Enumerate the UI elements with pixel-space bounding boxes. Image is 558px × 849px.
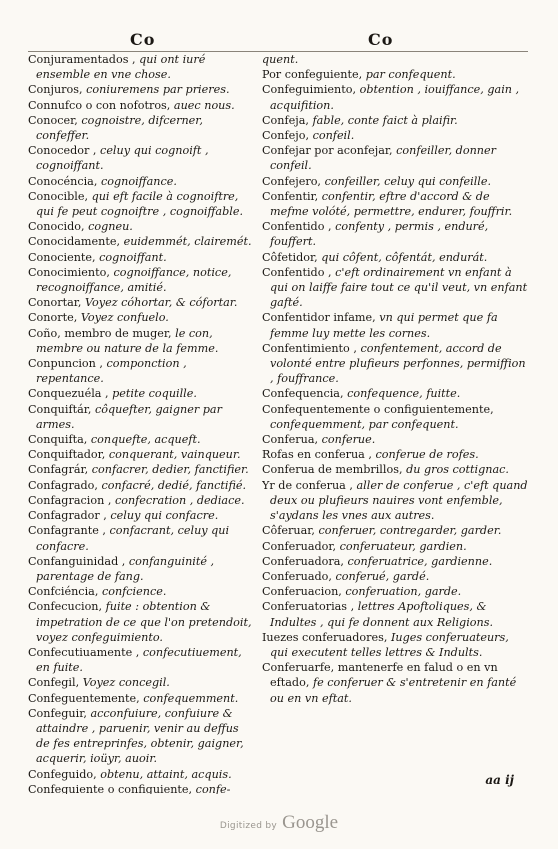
entry-definition: confanguinité , parentage de fang. xyxy=(36,554,215,583)
entry-definition: confeil. xyxy=(312,129,355,143)
dictionary-entry xyxy=(262,462,528,477)
entry-headword: Conquiftador, xyxy=(28,448,109,462)
dictionary-entry xyxy=(28,310,254,325)
entry-definition: cognoiffance. xyxy=(100,174,177,188)
dictionary-entry xyxy=(262,432,528,447)
entry-definition: confacré, dedié, fanctifié. xyxy=(101,478,247,492)
watermark-prefix: Digitized by xyxy=(219,821,278,831)
dictionary-entry xyxy=(28,706,254,767)
entry-definition: confequence, fuitte. xyxy=(347,387,461,401)
dictionary-entry xyxy=(28,265,254,295)
entry-definition: petite coquille. xyxy=(112,387,197,401)
entry-definition: conferue de rofes. xyxy=(375,448,479,462)
entry-headword: Conpuncion , xyxy=(28,357,107,371)
entry-definition: vn qui permet que fa femme luy mette les cornes. xyxy=(270,311,498,340)
entry-headword: Confagrár, xyxy=(28,463,92,477)
entry-headword: Conferuacion, xyxy=(262,585,346,599)
dictionary-entry xyxy=(262,219,528,249)
entry-definition: du gros cottignac. xyxy=(406,463,509,477)
dictionary-entry xyxy=(28,250,254,265)
entry-headword: Côfetidor, xyxy=(262,250,322,264)
dictionary-entry xyxy=(262,310,528,340)
entry-definition: fable, conte faict à plaifir. xyxy=(312,113,458,127)
dictionary-entry xyxy=(262,52,528,67)
dictionary-entry xyxy=(262,82,528,112)
digitized-watermark xyxy=(0,812,558,834)
dictionary-entry xyxy=(262,113,528,128)
dictionary-entry xyxy=(28,478,254,493)
dictionary-entry xyxy=(28,447,254,462)
dictionary-entry xyxy=(262,569,528,584)
entry-definition: confacrant, celuy qui confacre. xyxy=(36,524,230,553)
entry-headword: Confecucion, xyxy=(28,600,106,614)
entry-definition: conferué, gardé. xyxy=(335,569,430,583)
dictionary-entry xyxy=(28,98,254,113)
entry-headword: Confeguido, xyxy=(28,767,101,781)
entry-definition: confequemment, par confequent. xyxy=(270,417,459,431)
dictionary-entry xyxy=(262,265,528,311)
entry-headword: Côferuar, xyxy=(262,524,319,538)
entry-definition: obtention , iouiffance, gain , acquifition. xyxy=(270,83,520,112)
running-head-right: Co xyxy=(368,30,394,49)
dictionary-entry xyxy=(28,113,254,143)
watermark-logo: Google xyxy=(282,812,339,833)
entry-definition: qui ont iuré ensemble en vne chose. xyxy=(36,53,206,82)
entry-definition: cognoistre, difcerner, confeffer. xyxy=(36,113,203,143)
entry-headword: Confejero, xyxy=(262,174,325,188)
entry-headword: Conferuarfe, mantenerfe en falud o en vn eftado, xyxy=(262,661,498,690)
entry-headword: Rofas en conferua , xyxy=(262,448,376,462)
dictionary-entry xyxy=(28,143,254,173)
entry-headword: Confequencia, xyxy=(262,387,348,401)
dictionary-entry xyxy=(262,599,528,629)
dictionary-entry xyxy=(262,523,528,538)
entry-headword: Conocer, xyxy=(28,113,82,127)
dictionary-entry xyxy=(28,493,254,508)
entry-definition: confecutiuement, en fuite. xyxy=(36,645,242,675)
entry-definition: par confequent. xyxy=(365,68,456,82)
entry-headword: Conortar, xyxy=(28,296,85,310)
dictionary-entry xyxy=(28,584,254,599)
dictionary-entry xyxy=(262,128,528,143)
entry-headword: Confagracion , xyxy=(28,493,115,507)
entry-definition: côquefter, gaigner par armes. xyxy=(36,402,222,431)
entry-definition: qui côfent, côfentát, endurát. xyxy=(321,250,488,264)
dictionary-entry xyxy=(262,386,528,401)
entry-definition: confenty , permis , enduré, fouffert. xyxy=(270,220,489,249)
entry-definition: componction , repentance. xyxy=(36,357,187,386)
dictionary-entry xyxy=(28,356,254,386)
entry-definition: conferuation, garde. xyxy=(345,585,462,599)
dictionary-entry xyxy=(28,508,254,523)
entry-definition: Iuges conferuateurs, qui executent telles lettres & Indults. xyxy=(270,630,509,659)
entry-headword: Confagrador , xyxy=(28,509,111,523)
dictionary-entry xyxy=(28,234,254,249)
entry-headword: Conorte, xyxy=(28,311,81,325)
entry-headword: Conocido, xyxy=(28,220,89,234)
signature-mark: aa ij xyxy=(485,773,514,787)
running-head-left: Co xyxy=(130,30,156,49)
dictionary-entry xyxy=(28,219,254,234)
dictionary-entry xyxy=(262,341,528,387)
dictionary-entry xyxy=(262,402,528,432)
entry-definition: auec nous. xyxy=(173,98,235,112)
entry-definition: confe- xyxy=(195,782,231,794)
entry-headword: Conocible, xyxy=(28,189,92,203)
dictionary-entry xyxy=(262,630,528,660)
entry-definition: Voyez cóhortar, & cófortar. xyxy=(84,296,238,310)
dictionary-entry xyxy=(262,660,528,706)
right-column xyxy=(262,52,528,797)
entry-definition: confacrer, dedier, fanctifier. xyxy=(91,463,249,477)
entry-definition: conferuateur, gardien. xyxy=(339,539,467,553)
entry-headword: Confeguimiento, xyxy=(262,83,360,97)
entry-headword: Conferuado, xyxy=(262,569,336,583)
dictionary-entry xyxy=(262,554,528,569)
dictionary-entry xyxy=(28,52,254,82)
dictionary-entry xyxy=(262,189,528,219)
entry-headword: Confegil, xyxy=(28,676,83,690)
entry-headword: Conquifta, xyxy=(28,433,91,447)
entry-definition: confequemment. xyxy=(143,691,239,705)
dictionary-entry xyxy=(28,386,254,401)
entry-definition: le con, membre ou nature de la femme. xyxy=(36,326,219,355)
entry-headword: Confentido , xyxy=(262,265,336,279)
dictionary-entry xyxy=(262,478,528,524)
dictionary-entry xyxy=(28,432,254,447)
dictionary-entry xyxy=(262,143,528,173)
entry-headword: Confagrado, xyxy=(28,478,102,492)
entry-headword: Conquiftár, xyxy=(28,402,95,416)
entry-definition: acconfuiure, confuiure & attaindre , paruenir, venir au deffus de fes entreprinfes, obtenir, gaigner, acquerir, ioüyr, auoir. xyxy=(36,706,244,766)
entry-definition: confentir, eftre d'accord & de mefme volóté, permettre, endurer, fouffrir. xyxy=(270,189,513,219)
entry-headword: Confentidor infame, xyxy=(262,311,380,325)
entry-definition: Voyez concegil. xyxy=(82,676,170,690)
entry-headword: Confequentemente o configuientemente, xyxy=(262,402,494,416)
entry-headword: Conferua de membrillos, xyxy=(262,463,407,477)
entry-headword: Yr de conferua , xyxy=(262,478,357,492)
entry-definition: confeiller, donner confeil. xyxy=(270,144,496,173)
dictionary-entry xyxy=(28,645,254,675)
dictionary-entry xyxy=(28,174,254,189)
dictionary-entry xyxy=(28,462,254,477)
entry-definition: confeiller, celuy qui confeille. xyxy=(324,174,492,188)
entry-headword: Confeguentemente, xyxy=(28,691,144,705)
entry-headword: Confejo, xyxy=(262,129,313,143)
entry-headword: Confagrante , xyxy=(28,524,110,538)
entry-headword: Conocidamente, xyxy=(28,235,124,249)
entry-headword: Confeguir, xyxy=(28,706,91,720)
entry-definition: conquefte, acqueft. xyxy=(90,433,201,447)
entry-definition: cognoiffant. xyxy=(99,250,167,264)
dictionary-entry xyxy=(28,599,254,645)
dictionary-entry xyxy=(262,539,528,554)
entry-definition: fe conferuer & s'entretenir en fanté ou en vn eftat. xyxy=(270,676,517,705)
entry-headword: Conjuros, xyxy=(28,83,87,97)
entry-definition: fuite : obtention & impetration de ce que l'on pretendoit, voyez confeguimiento. xyxy=(36,600,252,644)
entry-definition: c'eft ordinairement vn enfant à qui on laiffe faire tout ce qu'il veut, vn enfant gafté. xyxy=(270,265,528,310)
entry-headword: Confentimiento , xyxy=(262,341,361,355)
entry-definition: lettres Apoftoliques, & Indultes , qui fe donnent aux Religions. xyxy=(270,600,494,629)
entry-headword: Conjuramentados , xyxy=(28,53,140,66)
entry-definition: cognoiffance, notice, recognoiffance, amitié. xyxy=(36,265,232,295)
entry-definition: confecration , dediace. xyxy=(114,493,245,507)
dictionary-entry xyxy=(28,691,254,706)
dictionary-entry xyxy=(28,326,254,356)
entry-headword: Connufco o con nofotros, xyxy=(28,98,174,112)
entry-headword: Confentir, xyxy=(262,189,322,203)
entry-definition: conquerant, vainqueur. xyxy=(108,448,241,462)
dictionary-entry xyxy=(262,447,528,462)
entry-definition: quent. xyxy=(262,53,299,66)
entry-headword: Confejar por aconfejar, xyxy=(262,144,397,158)
entry-headword: Confeguiente o configuiente, xyxy=(28,782,196,794)
entry-definition: conferue. xyxy=(321,433,376,447)
entry-definition: qui eft facile à cognoiftre, qui fe peut cognoiftre , cognoiffable. xyxy=(36,189,244,219)
entry-headword: Coño, membro de muger, xyxy=(28,326,176,340)
entry-definition: conferuer, contregarder, garder. xyxy=(318,524,502,538)
dictionary-entry xyxy=(28,767,254,782)
entry-definition: euidemmét, clairemét. xyxy=(123,235,252,249)
entry-headword: Conocéncia, xyxy=(28,174,101,188)
dictionary-entry xyxy=(262,174,528,189)
entry-definition: celuy qui cognoift , cognoiffant. xyxy=(36,144,209,173)
entry-headword: Por confeguiente, xyxy=(262,68,366,82)
entry-headword: Conquezuéla , xyxy=(28,387,113,401)
entry-headword: Iuezes conferuadores, xyxy=(262,630,391,644)
entry-headword: Confciéncia, xyxy=(28,585,102,599)
entry-headword: Confeja, xyxy=(262,113,313,127)
dictionary-entry xyxy=(262,584,528,599)
entry-headword: Conferua, xyxy=(262,433,322,447)
entry-definition: confentement, accord de volonté entre plufieurs perfonnes, permiffion , fouffrance. xyxy=(270,341,526,386)
entry-definition: celuy qui confacre. xyxy=(110,509,219,523)
entry-definition: cogneu. xyxy=(88,220,133,234)
entry-definition: conferuatrice, gardienne. xyxy=(347,554,493,568)
entry-definition: confcience. xyxy=(101,585,167,599)
dictionary-entry xyxy=(28,554,254,584)
entry-headword: Conocimiento, xyxy=(28,265,114,279)
dictionary-entry xyxy=(28,523,254,553)
dictionary-entry xyxy=(28,295,254,310)
entry-headword: Confecutiuamente , xyxy=(28,645,143,659)
dictionary-entry xyxy=(262,67,528,82)
dictionary-entry xyxy=(28,402,254,432)
entry-definition: coniuremens par prieres. xyxy=(86,83,230,97)
entry-headword: Conociente, xyxy=(28,250,100,264)
entry-headword: Conocedor , xyxy=(28,144,101,158)
entry-definition: aller de conferue , c'eft quand deux ou plufieurs nauires vont enfemble, s'aydans les vnes aux autres. xyxy=(270,478,528,523)
dictionary-entry xyxy=(28,782,254,794)
entry-definition: Voyez confuelo. xyxy=(80,311,169,325)
dictionary-entry xyxy=(28,189,254,219)
entry-headword: Confentido , xyxy=(262,220,336,234)
entry-headword: Conferuadora, xyxy=(262,554,348,568)
dictionary-entry xyxy=(262,250,528,265)
entry-headword: Conferuatorias , xyxy=(262,600,358,614)
dictionary-entry xyxy=(28,675,254,690)
left-column xyxy=(28,52,254,794)
dictionary-entry xyxy=(28,82,254,97)
entry-headword: Conferuador, xyxy=(262,539,340,553)
entry-definition: obtenu, attaint, acquis. xyxy=(100,767,232,781)
entry-headword: Confanguinidad , xyxy=(28,554,129,568)
